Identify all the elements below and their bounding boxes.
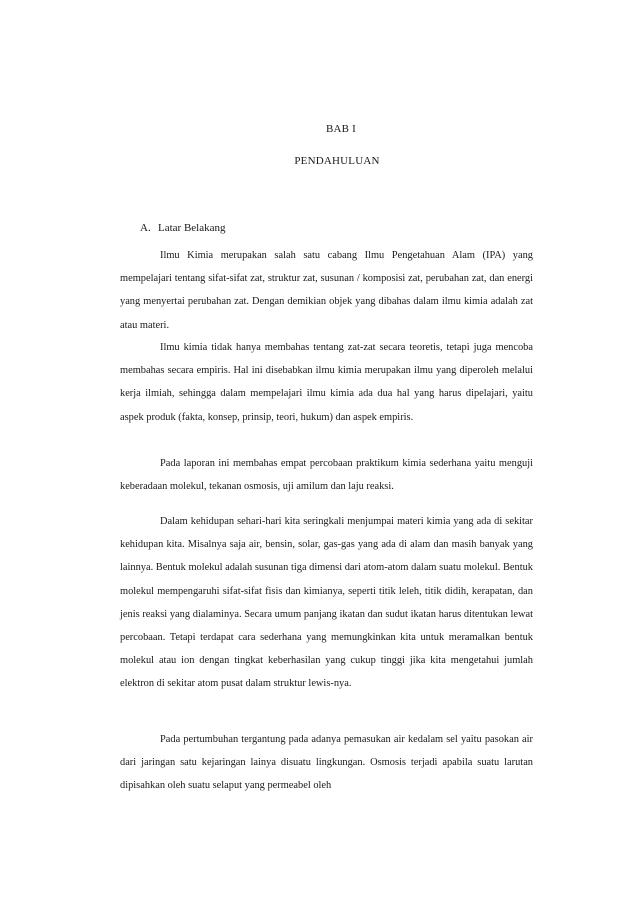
chapter-title: PENDAHULUAN — [294, 155, 380, 167]
body-paragraph: Ilmu Kimia merupakan salah satu cabang Ilmu Pengetahuan Alam (IPA) yang mempelajari tentang sifat-sifat zat, struktur zat, susunan / komposisi zat, perubahan zat, dan energi yang menyertai perubahan zat. Dengan demikian objek yang dibahas dalam ilmu kimia adalah zat atau materi. — [120, 250, 533, 331]
body-paragraph: Pada laporan ini membahas empat percobaan praktikum kimia sederhana yaitu menguji keberadaan molekul, tekanan osmosis, uji amilum dan laju reaksi. — [120, 458, 533, 493]
section-heading — [140, 222, 226, 234]
body-paragraph: Pada pertumbuhan tergantung pada adanya pemasukan air kedalam sel yaitu pasokan air dari jaringan satu kejaringan lainya disuatu lingkungan. Osmosis terjadi apabila suatu larutan dipisahkan oleh suatu selaput yang permeabel oleh — [120, 734, 533, 792]
body-paragraph: Dalam kehidupan sehari-hari kita seringkali menjumpai materi kimia yang ada di sekitar kehidupan kita. Misalnya saja air, bensin, solar, gas-gas yang ada di alam dan masih banyak yang lainnya. Bentuk molekul adalah susunan tiga dimensi dari atom-atom dalam suatu molekul. Bentuk molekul mempengaruhi sifat-sifat fisis dan kimianya, seperti titik leleh, titik didih, kerapatan, dan jenis reaksi yang dialaminya. Secara umum panjang ikatan dan sudut ikatan harus ditentukan lewat percobaan. Tetapi terdapat cara sederhana yang memungkinkan kita untuk meramalkan bentuk molekul atau ion dengan tingkat keberhasilan yang cukup tinggi jika kita mengetahui jumlah elektron di sekitar atom pusat dalam struktur lewis-nya. — [120, 516, 533, 690]
section-title: Latar Belakang — [158, 222, 226, 234]
body-paragraph: Ilmu kimia tidak hanya membahas tentang zat-zat secara teoretis, tetapi juga mencoba membahas secara empiris. Hal ini disebabkan ilmu kimia merupakan ilmu yang diperoleh melalui kerja ilmiah, sehingga dalam mempelajari ilmu kimia ada dua hal yang harus dipelajari, yaitu aspek produk (fakta, konsep, prinsip, teori, hukum) dan aspek empiris. — [120, 342, 533, 423]
chapter-number: BAB I — [325, 123, 357, 135]
section-marker: A. — [140, 222, 151, 234]
